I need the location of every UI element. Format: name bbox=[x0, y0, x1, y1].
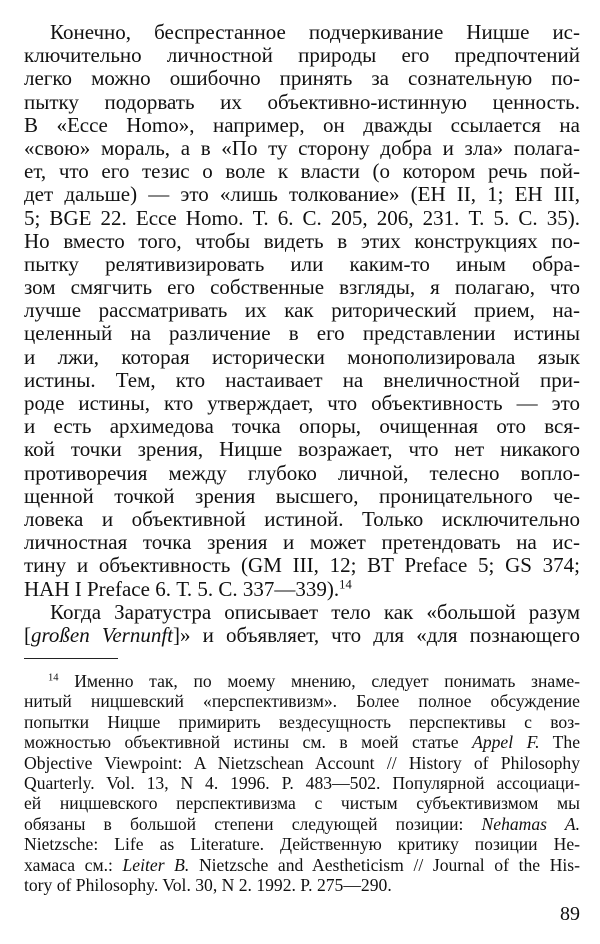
text-span: Objective Viewpoint: A Nietzschean Account // History of Philosophy bbox=[24, 752, 580, 773]
text-line bbox=[24, 230, 580, 253]
text-span: попытки Ницше примирить вездесущность перспективы с воз- bbox=[24, 711, 580, 732]
text-span: щенной точкой зрения высшего, проницательного че- bbox=[24, 483, 580, 508]
text-span: ет, что его тезис о воле к власти (о котором речь пой- bbox=[24, 159, 580, 184]
text-span: 5; BGE 22. Ecce Homo. Т. 6. С. 205, 206, 231. Т. 5. С. 35). bbox=[24, 205, 580, 230]
footnote-divider bbox=[24, 658, 118, 659]
footnote-line bbox=[24, 671, 580, 691]
text-span: ключительно личностной природы его предпочтений bbox=[24, 43, 580, 68]
text-span: ловека и объективной истиной. Только исключительно bbox=[24, 506, 580, 531]
text-span: tory of Philosophy. Vol. 30, N 2. 1992. P. 275—290. bbox=[24, 874, 392, 895]
text-span: хамаса см.: bbox=[24, 854, 123, 875]
text-span: и лжи, которая исторически монополизировала язык bbox=[24, 344, 580, 369]
italic-text: Leiter B. bbox=[122, 854, 190, 875]
text-span: лучше рассматривать их как риторический прием, на- bbox=[24, 298, 580, 323]
text-span: Nietzsche: Life as Literature. Действенную критику позиции Не- bbox=[24, 834, 580, 855]
footnote-line bbox=[24, 691, 580, 711]
italic-text: Nehamas A. bbox=[481, 813, 580, 834]
italic-text: großen Vernunft bbox=[31, 622, 173, 647]
text-span: кой точки зрения, Ницше возражает, что нет никакого bbox=[24, 437, 580, 462]
footnote-line bbox=[24, 875, 580, 895]
text-span: зом смягчить его собственные взгляды, я полагаю, что bbox=[24, 275, 580, 300]
text-line bbox=[24, 531, 580, 554]
text-line bbox=[24, 601, 580, 624]
text-line bbox=[24, 578, 580, 601]
text-line bbox=[24, 369, 580, 392]
text-line bbox=[24, 554, 580, 577]
text-span: Именно так, по моему мнению, следует понимать знаме- bbox=[58, 671, 580, 691]
text-span: The bbox=[539, 732, 580, 753]
text-span: В «Ecce Homo», например, он дважды ссылается на bbox=[24, 112, 580, 137]
text-line bbox=[24, 137, 580, 160]
text-span: «свою» мораль, а в «По ту сторону добра и зла» полага- bbox=[24, 135, 580, 160]
footnote-marker: 14 bbox=[339, 576, 352, 591]
text-line bbox=[24, 183, 580, 206]
text-span: дет дальше) — это «лишь толкование» (EH II, 1; EH III, bbox=[24, 182, 580, 207]
text-span: Когда Заратустра описывает тело как «большой разум bbox=[50, 599, 580, 624]
text-line bbox=[24, 276, 580, 299]
text-span: пытку релятивизировать или каким-то иным обра- bbox=[24, 251, 580, 276]
text-span: HAH I Preface 6. Т. 5. С. 337—339). bbox=[24, 576, 340, 601]
text-span: роде истины, кто утверждает, что объективность — это bbox=[24, 391, 580, 415]
footnote-line bbox=[24, 732, 580, 752]
text-line bbox=[24, 322, 580, 345]
text-line bbox=[24, 207, 580, 230]
text-span: целенный на различение в его представлении истины bbox=[24, 321, 580, 346]
text-span: ]» и объявляет, что для «для познающего bbox=[173, 622, 580, 647]
text-span: личностная точка зрения и может претендовать на ис- bbox=[24, 530, 580, 555]
text-span: [ bbox=[24, 622, 31, 647]
text-span: можностью объективной истины см. в моей статье bbox=[24, 732, 473, 753]
footnote-line bbox=[24, 793, 580, 813]
footnote-line bbox=[24, 814, 580, 834]
text-line bbox=[24, 438, 580, 461]
text-line bbox=[24, 415, 580, 438]
text-span: обязаны в большой степени следующей позиции: bbox=[24, 813, 482, 834]
footnote-line bbox=[24, 753, 580, 773]
text-line bbox=[24, 462, 580, 485]
footnotes bbox=[24, 671, 580, 895]
text-span: Конечно, беспрестанное подчеркивание Ницше ис- bbox=[50, 20, 580, 44]
text-span: ей ницшевского перспективизма с чистым субъективизмом мы bbox=[24, 793, 580, 814]
text-line bbox=[24, 44, 580, 67]
footnote-marker: 14 bbox=[48, 672, 59, 684]
text-span: и есть архимедова точка опоры, очищенная ото вся- bbox=[24, 414, 580, 439]
text-line bbox=[24, 91, 580, 114]
text-line bbox=[24, 624, 580, 647]
text-line bbox=[24, 508, 580, 531]
text-span: легко можно ошибочно принять за сознательную по- bbox=[24, 66, 580, 91]
text-line bbox=[24, 67, 580, 90]
text-line bbox=[24, 114, 580, 137]
text-span: пытку подорвать их объективно-истинную ценность. bbox=[24, 89, 580, 114]
text-span: противоречия между глубоко личной, телесно вопло- bbox=[24, 460, 580, 485]
text-span: нитый ницшевский «перспективизм». Более полное обсуждение bbox=[24, 691, 580, 712]
text-line bbox=[24, 160, 580, 183]
footnote-line bbox=[24, 834, 580, 854]
text-line bbox=[24, 21, 580, 44]
footnote-line bbox=[24, 855, 580, 875]
text-line bbox=[24, 346, 580, 369]
text-span: Nietzsche and Aestheticism // Journal of the His- bbox=[189, 854, 580, 875]
footnote-line bbox=[24, 712, 580, 732]
text-span: Quarterly. Vol. 13, N 4. 1996. P. 483—502. Популярной ассоциаци- bbox=[24, 772, 580, 793]
text-line bbox=[24, 485, 580, 508]
text-span: Но вместо того, чтобы видеть в этих конструкциях по- bbox=[24, 228, 580, 253]
text-line bbox=[24, 299, 580, 322]
main-text bbox=[24, 21, 580, 647]
footnote-line bbox=[24, 773, 580, 793]
text-span: тину и объективность (GM III, 12; BT Preface 5; GS 374; bbox=[24, 553, 580, 578]
page-number: 89 bbox=[560, 903, 580, 925]
italic-text: Appel F. bbox=[472, 732, 540, 753]
text-span: истины. Тем, кто настаивает на внеличностной при- bbox=[24, 367, 580, 392]
text-line bbox=[24, 392, 580, 415]
text-line bbox=[24, 253, 580, 276]
